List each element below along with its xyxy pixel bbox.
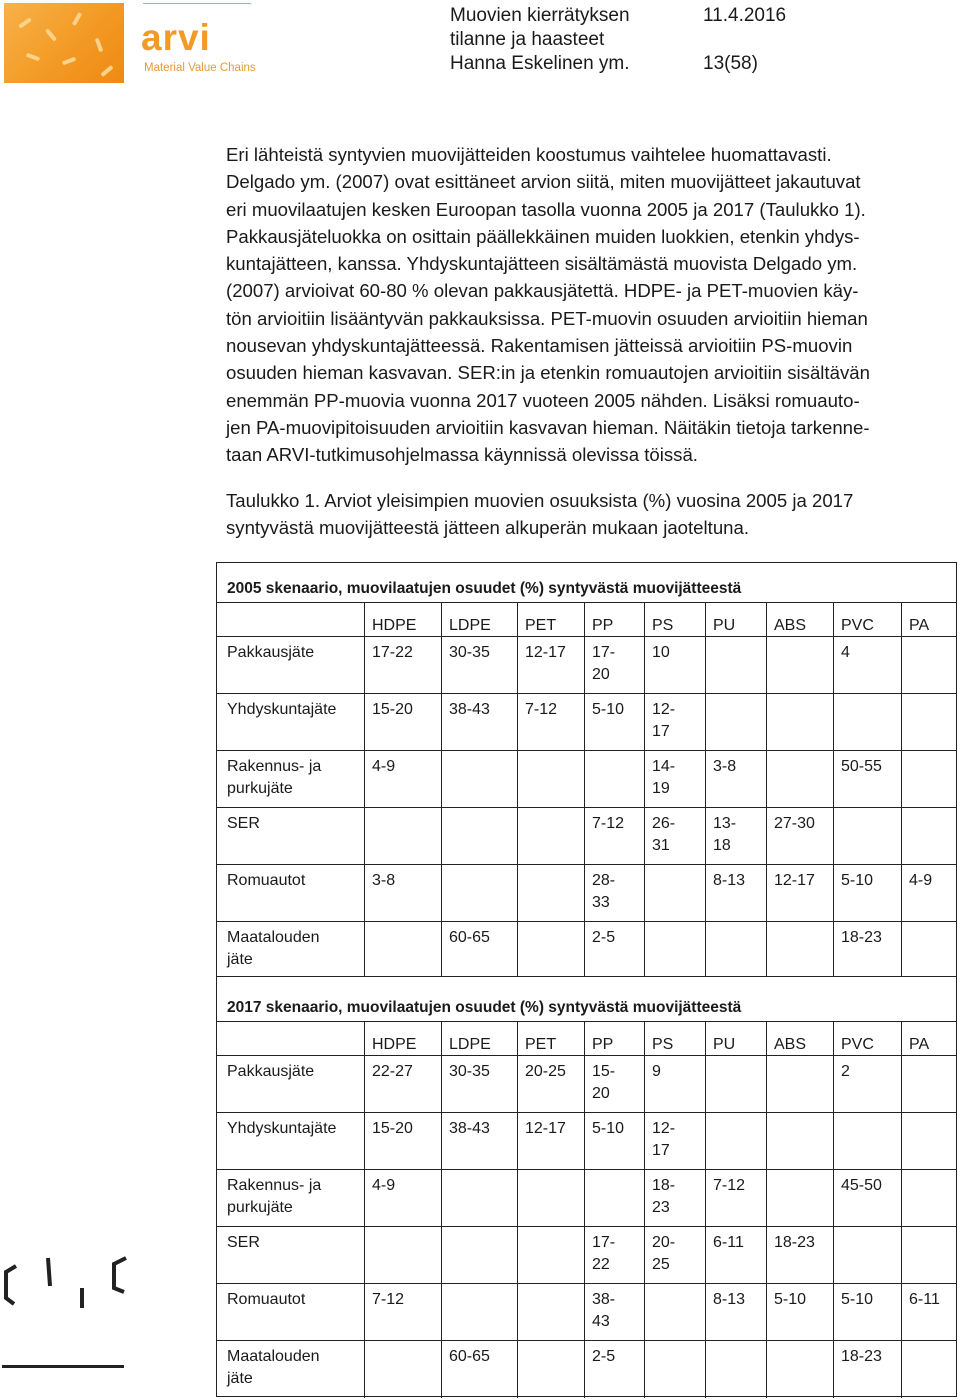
column-header-pa: PA xyxy=(909,617,930,634)
column-header-pu: PU xyxy=(713,617,736,634)
doc-title-line1: Muovien kierrätyksen xyxy=(450,5,630,26)
table-rule xyxy=(217,636,956,637)
doc-title-line2: tilanne ja haasteet xyxy=(450,29,605,50)
value-cell: 60-65 xyxy=(449,929,490,946)
row-label: purkujäte xyxy=(227,780,293,797)
value-cell: 50-55 xyxy=(841,758,882,775)
value-cell: 14- xyxy=(652,758,676,775)
value-cell: 5-10 xyxy=(592,701,625,718)
table-rule xyxy=(217,864,956,865)
row-label: Yhdyskuntajäte xyxy=(227,701,337,718)
value-cell: 17-22 xyxy=(372,644,413,661)
value-cell: 33 xyxy=(592,894,610,911)
column-header-abs: ABS xyxy=(774,1036,807,1053)
value-cell: 19 xyxy=(652,780,670,797)
plastics-share-table xyxy=(216,562,957,1397)
value-cell: 18-23 xyxy=(774,1234,815,1251)
table-rule xyxy=(217,1283,956,1284)
value-cell: 12-17 xyxy=(525,644,566,661)
arvi-logo-mark xyxy=(4,3,124,83)
column-header-pet: PET xyxy=(525,1036,557,1053)
table-column-rule xyxy=(517,602,518,976)
caption-line: syntyvästä muovijätteestä jätteen alkuperän mukaan jaoteltuna. xyxy=(226,517,750,539)
value-cell: 5-10 xyxy=(774,1291,807,1308)
value-cell: 18-23 xyxy=(841,1348,882,1365)
value-cell: 2 xyxy=(841,1063,850,1080)
table-column-rule xyxy=(364,1021,365,1398)
value-cell: 22-27 xyxy=(372,1063,413,1080)
row-label: Pakkausjäte xyxy=(227,644,315,661)
value-cell: 15-20 xyxy=(372,701,413,718)
value-cell: 60-65 xyxy=(449,1348,490,1365)
value-cell: 13- xyxy=(713,815,737,832)
table-column-rule xyxy=(833,602,834,976)
value-cell: 31 xyxy=(652,837,670,854)
value-cell: 38- xyxy=(592,1291,616,1308)
value-cell: 45-50 xyxy=(841,1177,882,1194)
value-cell: 18-23 xyxy=(841,929,882,946)
value-cell: 9 xyxy=(652,1063,661,1080)
paragraph-line: Pakkausjäteluokka on osittain päällekkäinen muiden luokkien, etenkin yhdys- xyxy=(226,225,860,247)
value-cell: 7-12 xyxy=(713,1177,746,1194)
value-cell: 5-10 xyxy=(841,1291,874,1308)
table-rule xyxy=(217,693,956,694)
column-header-ldpe: LDPE xyxy=(449,617,491,634)
row-label: Rakennus- ja xyxy=(227,1177,322,1194)
row-label: purkujäte xyxy=(227,1199,293,1216)
value-cell: 7-12 xyxy=(372,1291,405,1308)
column-header-abs: ABS xyxy=(774,617,807,634)
column-header-pet: PET xyxy=(525,617,557,634)
column-header-ps: PS xyxy=(652,1036,674,1053)
value-cell: 10 xyxy=(652,644,670,661)
column-header-pa: PA xyxy=(909,1036,930,1053)
table-rule xyxy=(217,1169,956,1170)
column-header-ps: PS xyxy=(652,617,674,634)
table-rule xyxy=(217,602,956,603)
body-paragraph xyxy=(226,141,951,469)
page-number: 13(58) xyxy=(703,53,758,74)
value-cell: 4-9 xyxy=(372,1177,396,1194)
paragraph-line: nousevan yhdyskuntajätteessä. Rakentamisen jätteissä arvioitiin PS-muovin xyxy=(226,335,853,357)
value-cell: 5-10 xyxy=(592,1120,625,1137)
value-cell: 25 xyxy=(652,1256,670,1273)
table-column-rule xyxy=(644,602,645,976)
value-cell: 30-35 xyxy=(449,644,490,661)
value-cell: 2-5 xyxy=(592,929,616,946)
row-label: Maatalouden xyxy=(227,1348,320,1365)
row-label: Yhdyskuntajäte xyxy=(227,1120,337,1137)
value-cell: 15- xyxy=(592,1063,616,1080)
scenario-title: 2005 skenaario, muovilaatujen osuudet (%) syntyvästä muovijätteestä xyxy=(227,580,742,597)
table-column-rule xyxy=(584,1021,585,1398)
value-cell: 17- xyxy=(592,644,616,661)
value-cell: 6-11 xyxy=(909,1291,940,1308)
value-cell: 12- xyxy=(652,701,676,718)
column-header-pp: PP xyxy=(592,1036,614,1053)
logo-divider xyxy=(143,3,251,4)
table-rule xyxy=(217,1112,956,1113)
value-cell: 6-11 xyxy=(713,1234,744,1251)
row-label: Romuautot xyxy=(227,1291,306,1308)
logo-tagline: Material Value Chains xyxy=(144,62,256,74)
row-label: jäte xyxy=(227,1370,253,1387)
value-cell: 20 xyxy=(592,666,610,683)
value-cell: 17 xyxy=(652,1142,670,1159)
value-cell: 20 xyxy=(592,1085,610,1102)
clic-logo-icon xyxy=(2,1252,132,1312)
column-header-pp: PP xyxy=(592,617,614,634)
table-rule xyxy=(217,807,956,808)
row-label: Rakennus- ja xyxy=(227,758,322,775)
table-column-rule xyxy=(584,602,585,976)
value-cell: 7-12 xyxy=(525,701,558,718)
row-label: Romuautot xyxy=(227,872,306,889)
paragraph-line: taan ARVI-tutkimusohjelmassa käynnissä olevissa töissä. xyxy=(226,444,698,466)
table-column-rule xyxy=(705,1021,706,1398)
value-cell: 12- xyxy=(652,1120,676,1137)
value-cell: 7-12 xyxy=(592,815,625,832)
table-column-rule xyxy=(766,602,767,976)
table-column-rule xyxy=(705,602,706,976)
table-rule xyxy=(217,750,956,751)
table-column-rule xyxy=(364,602,365,976)
table-caption xyxy=(226,487,951,542)
value-cell: 4-9 xyxy=(909,872,933,889)
caption-line: Taulukko 1. Arviot yleisimpien muovien osuuksista (%) vuosina 2005 ja 2017 xyxy=(226,490,854,511)
column-header-hdpe: HDPE xyxy=(372,617,417,634)
value-cell: 3-8 xyxy=(372,872,396,889)
table-column-rule xyxy=(833,1021,834,1398)
value-cell: 12-17 xyxy=(525,1120,566,1137)
table-column-rule xyxy=(901,1021,902,1398)
value-cell: 17- xyxy=(592,1234,616,1251)
value-cell: 20-25 xyxy=(525,1063,566,1080)
table-rule xyxy=(217,1055,956,1056)
column-header-pvc: PVC xyxy=(841,617,874,634)
paragraph-line: osuuden hieman kasvavan. SER:in ja etenkin romuautojen arvioitiin sisältävän xyxy=(226,362,870,384)
logo-wordmark: arvi xyxy=(141,17,211,58)
table-rule xyxy=(217,1226,956,1227)
row-label: SER xyxy=(227,815,260,832)
scenario-title: 2017 skenaario, muovilaatujen osuudet (%) syntyvästä muovijätteestä xyxy=(227,999,742,1016)
row-label: SER xyxy=(227,1234,260,1251)
paragraph-line: eri muovilaatujen kesken Euroopan tasolla vuonna 2005 ja 2017 (Taulukko 1). xyxy=(226,198,866,220)
footer-rule xyxy=(2,1365,124,1368)
value-cell: 22 xyxy=(592,1256,610,1273)
paragraph-line: jen PA-muovipitoisuuden arvioitiin kasvavan hieman. Näitäkin tietoja tarkenne- xyxy=(226,416,870,438)
table-column-rule xyxy=(441,602,442,976)
paragraph-line: tön arvioitiin lisääntyvän pakkauksissa. PET-muovin osuuden arvioitiin hieman xyxy=(226,307,868,329)
value-cell: 38-43 xyxy=(449,1120,490,1137)
row-label: Pakkausjäte xyxy=(227,1063,315,1080)
table-column-rule xyxy=(766,1021,767,1398)
value-cell: 17 xyxy=(652,723,670,740)
column-header-hdpe: HDPE xyxy=(372,1036,417,1053)
table-rule xyxy=(217,921,956,922)
value-cell: 8-13 xyxy=(713,1291,746,1308)
value-cell: 18 xyxy=(713,837,731,854)
value-cell: 8-13 xyxy=(713,872,746,889)
row-label: jäte xyxy=(227,951,253,968)
table-column-rule xyxy=(644,1021,645,1398)
value-cell: 12-17 xyxy=(774,872,815,889)
value-cell: 23 xyxy=(652,1199,670,1216)
value-cell: 30-35 xyxy=(449,1063,490,1080)
value-cell: 27-30 xyxy=(774,815,815,832)
value-cell: 15-20 xyxy=(372,1120,413,1137)
paragraph-line: (2007) arvioivat 60-80 % olevan pakkausjätettä. HDPE- ja PET-muovien käy- xyxy=(226,280,859,302)
value-cell: 2-5 xyxy=(592,1348,616,1365)
paragraph-line: kuntajätteen, kanssa. Yhdyskuntajätteen sisältämästä muovista Delgado ym. xyxy=(226,253,858,275)
table-rule xyxy=(217,976,956,977)
paragraph-line: Delgado ym. (2007) ovat esittäneet arvion siitä, miten muovijätteet jakautuvat xyxy=(226,171,861,193)
value-cell: 4 xyxy=(841,644,850,661)
paragraph-line: enemmän PP-muovia vuonna 2017 vuoteen 2005 nähden. Lisäksi romuauto- xyxy=(226,389,860,411)
value-cell: 18- xyxy=(652,1177,676,1194)
table-column-rule xyxy=(901,602,902,976)
paragraph-line: Eri lähteistä syntyvien muovijätteiden koostumus vaihtelee huomattavasti. xyxy=(226,144,832,165)
column-header-pu: PU xyxy=(713,1036,736,1053)
value-cell: 26- xyxy=(652,815,676,832)
value-cell: 5-10 xyxy=(841,872,874,889)
row-label: Maatalouden xyxy=(227,929,320,946)
doc-date: 11.4.2016 xyxy=(703,5,787,26)
table-rule xyxy=(217,1021,956,1022)
column-header-ldpe: LDPE xyxy=(449,1036,491,1053)
value-cell: 20- xyxy=(652,1234,676,1251)
table-column-rule xyxy=(517,1021,518,1398)
table-rule xyxy=(217,1340,956,1341)
value-cell: 38-43 xyxy=(449,701,490,718)
value-cell: 3-8 xyxy=(713,758,737,775)
value-cell: 28- xyxy=(592,872,616,889)
table-column-rule xyxy=(441,1021,442,1398)
value-cell: 4-9 xyxy=(372,758,396,775)
doc-author: Hanna Eskelinen ym. xyxy=(450,53,630,74)
value-cell: 43 xyxy=(592,1313,610,1330)
column-header-pvc: PVC xyxy=(841,1036,874,1053)
